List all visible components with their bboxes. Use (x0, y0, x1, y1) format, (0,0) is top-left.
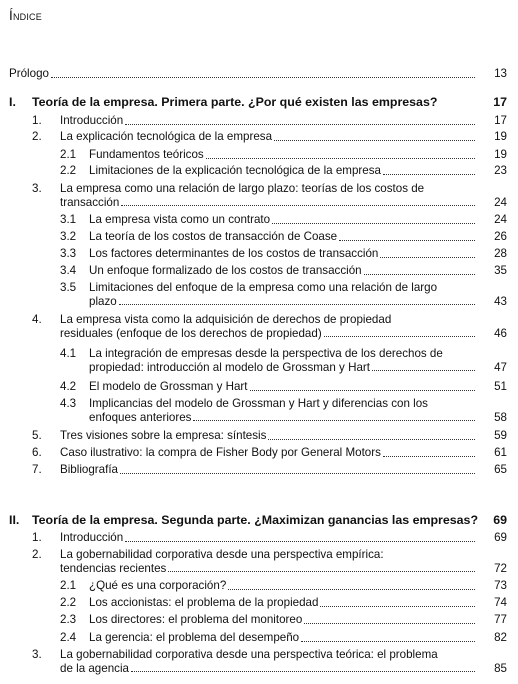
toc-entry-number: 3.5 (60, 281, 77, 294)
toc-page-number: 43 (494, 294, 507, 308)
dot-leader (383, 173, 475, 175)
toc-entry-number: 2. (32, 548, 42, 561)
dot-leader (206, 157, 475, 159)
toc-entry-title: La empresa vista como un contrato (89, 213, 271, 226)
toc-entry-title: ¿Qué es una corporación? (89, 579, 227, 592)
toc-entry-number: 2.4 (60, 631, 77, 644)
toc-entry-number: 4. (32, 313, 42, 326)
dot-leader (372, 369, 475, 371)
toc-page-number: 13 (494, 67, 507, 80)
toc-page-number: 35 (494, 264, 507, 277)
toc-page-number: 82 (494, 631, 507, 644)
dot-leader (383, 455, 475, 457)
toc-entry-number: 4.1 (60, 347, 77, 360)
dot-leader (121, 204, 475, 206)
dot-leader (364, 273, 475, 275)
toc-entry-title: Prólogo (9, 67, 49, 80)
toc-page-number: 17 (494, 114, 507, 127)
toc-entry-title: Bibliografía (60, 463, 119, 476)
toc-entry-title: Los accionistas: el problema de la propiedad (89, 596, 319, 609)
dot-leader (125, 123, 475, 125)
toc-entry-title: La gobernabilidad corporativa desde una perspectiva empírica: (60, 548, 384, 561)
dot-leader (228, 588, 475, 590)
toc-entry-number: 4.3 (60, 397, 77, 410)
toc-page-number: 28 (494, 247, 507, 260)
dot-leader (272, 222, 475, 224)
toc-page-number: 19 (494, 130, 507, 143)
dot-leader (168, 570, 475, 572)
toc-entry-title: Los factores determinantes de los costos de transacción (89, 247, 379, 260)
toc-page-number: 77 (494, 613, 507, 626)
toc-entry-title: plazo (89, 294, 117, 308)
dot-leader (380, 256, 475, 258)
toc-entry-title: tendencias recientes (60, 561, 167, 575)
toc-entry-number: 2.2 (60, 596, 77, 609)
toc-entry-title: La empresa como una relación de largo plazo: teorías de los costos de (60, 182, 425, 195)
dot-leader (304, 622, 475, 624)
toc-entry-number: 3.1 (60, 213, 77, 226)
toc-page-number: 47 (494, 360, 507, 374)
toc-page-number: 59 (494, 429, 507, 442)
toc-entry-number: 2.2 (60, 164, 77, 177)
toc-page-number: 51 (494, 380, 507, 393)
toc-entry-title: Introducción (60, 531, 124, 544)
toc-entry-title: La gerencia: el problema del desempeño (89, 631, 300, 644)
toc-entry-number: 3.3 (60, 247, 77, 260)
toc-entry-title: Los directores: el problema del monitoreo (89, 613, 303, 626)
page-title: Índice (9, 8, 42, 23)
toc-entry-number: 6. (32, 446, 42, 459)
toc-entry-number: 2.1 (60, 579, 77, 592)
dot-leader (268, 438, 475, 440)
toc-entry-title: transacción (60, 195, 120, 209)
toc-entry-title: propiedad: introducción al modelo de Grossman y Hart (89, 360, 370, 374)
toc-page-number: 26 (494, 230, 507, 243)
toc-page-number: 85 (494, 661, 507, 675)
toc-entry-title: de la agencia (60, 661, 129, 675)
toc-entry-title: La explicación tecnológica de la empresa (60, 130, 273, 143)
toc-page-number: 19 (494, 148, 507, 161)
dot-leader (320, 605, 475, 607)
toc-page-number: 72 (494, 561, 507, 575)
toc-entry-number: 2.3 (60, 613, 77, 626)
toc-entry-title: Fundamentos teóricos (89, 148, 204, 161)
toc-entry-number: II. (9, 513, 20, 527)
dot-leader (125, 540, 475, 542)
toc-entry-number: 5. (32, 429, 42, 442)
dot-leader (193, 419, 475, 421)
toc-entry-number: 7. (32, 463, 42, 476)
toc-entry-title: enfoques anteriores (89, 410, 192, 424)
toc-entry-title: La integración de empresas desde la perspectiva de los derechos de (89, 347, 443, 360)
toc-page-number: 65 (494, 463, 507, 476)
toc-page-number: 61 (494, 446, 507, 459)
toc-entry-number: 3.2 (60, 230, 77, 243)
toc-page-number: 24 (494, 195, 507, 209)
toc-entry-title: Limitaciones de la explicación tecnológica de la empresa (89, 164, 381, 177)
toc-entry-title: Caso ilustrativo: la compra de Fisher Body por General Motors (60, 446, 381, 459)
dot-leader (119, 303, 475, 305)
dot-leader (131, 670, 475, 672)
toc-entry-number: 2. (32, 130, 42, 143)
dot-leader (51, 76, 475, 78)
toc-page-number: 58 (494, 410, 507, 424)
toc-entry-title: La empresa vista como la adquisición de derechos de propiedad (60, 313, 392, 326)
toc-entry-number: I. (9, 95, 16, 109)
toc-page-number: 23 (494, 164, 507, 177)
toc-entry-title: La gobernabilidad corporativa desde una perspectiva teórica: el problema (60, 648, 438, 661)
toc-entry-title: Teoría de la empresa. Primera parte. ¿Por qué existen las empresas? (32, 95, 438, 109)
toc-page-number: 24 (494, 213, 507, 226)
toc-page-number: 69 (493, 513, 507, 527)
toc-entry-title: La teoría de los costos de transacción de Coase (89, 230, 338, 243)
toc-entry-title: Teoría de la empresa. Segunda parte. ¿Maximizan ganancias las empresas? (32, 513, 479, 527)
toc-entry-title: Un enfoque formalizado de los costos de transacción (89, 264, 362, 277)
toc-entry-number: 2.1 (60, 148, 77, 161)
toc-page-number: 69 (494, 531, 507, 544)
dot-leader (250, 389, 475, 391)
toc-page-number: 46 (494, 326, 507, 340)
toc-page-number: 17 (493, 95, 507, 109)
dot-leader (301, 640, 475, 642)
toc-entry-number: 3. (32, 182, 42, 195)
toc-entry-title: residuales (enfoque de los derechos de propiedad) (60, 326, 322, 340)
toc-entry-number: 3. (32, 648, 42, 661)
toc-entry-number: 1. (32, 114, 42, 127)
dot-leader (339, 239, 475, 241)
dot-leader (324, 335, 475, 337)
toc-page-number: 74 (494, 596, 507, 609)
dot-leader (120, 472, 475, 474)
toc-entry-title: Introducción (60, 114, 124, 127)
toc-entry-title: Tres visiones sobre la empresa: síntesis (60, 429, 267, 442)
toc-entry-title: El modelo de Grossman y Hart (89, 380, 248, 393)
toc-entry-number: 3.4 (60, 264, 77, 277)
toc-entry-title: Limitaciones del enfoque de la empresa como una relación de largo (89, 281, 438, 294)
dot-leader (274, 139, 475, 141)
toc-entry-number: 4.2 (60, 380, 77, 393)
toc-entry-number: 1. (32, 531, 42, 544)
toc-page-number: 73 (494, 579, 507, 592)
toc-entry-title: Implicancias del modelo de Grossman y Hart y diferencias con los (89, 397, 428, 410)
